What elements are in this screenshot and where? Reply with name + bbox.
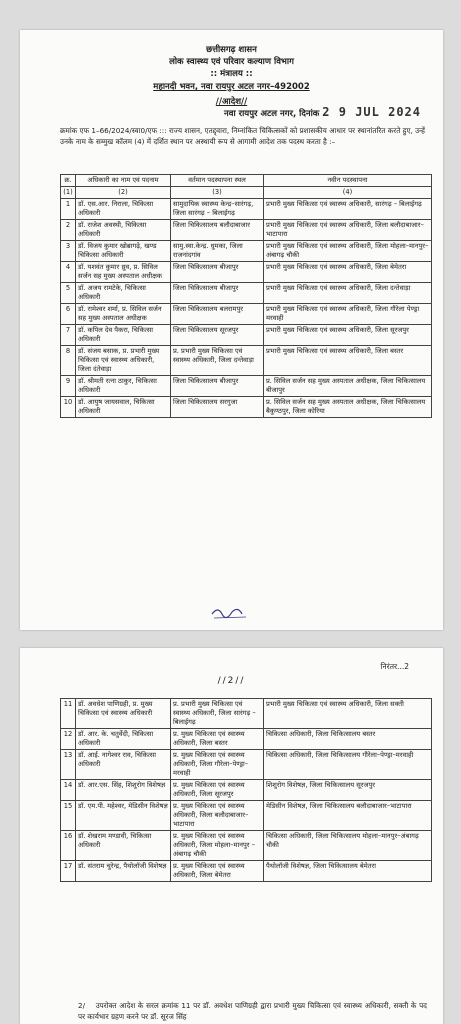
- cell-officer-name: डॉ. आई. नागेश्वर राव, चिकित्सा अधिकारी: [76, 750, 171, 780]
- cell-current-posting: प्र. प्रभारी मुख्य चिकित्सा एवं स्वास्थ्य अधिकारी, जिला सारंगढ़ – बिलाईगढ़: [171, 699, 264, 729]
- header-aadesh: //आदेश//: [215, 97, 248, 107]
- cell-current-posting: प्र. मुख्य चिकित्सा एवं स्वास्थ्य अधिकारी, जिला बस्तर: [171, 729, 264, 750]
- table-row: [61, 304, 432, 325]
- cell-current-posting: प्र. मुख्य चिकित्सा एवं स्वास्थ्य अधिकारी, जिला सूरजपुर: [171, 780, 264, 801]
- cell-serial: 5: [61, 283, 76, 304]
- cell-new-posting: प्रभारी मुख्य चिकित्सा एवं स्वास्थ्य अधिकारी, जिला सक्ती: [264, 699, 432, 729]
- order-page-2: [20, 648, 443, 1024]
- cell-new-posting: प्रभारी मुख्य चिकित्सा एवं स्वास्थ्य अधिकारी, जिला सूरजपुर: [264, 325, 432, 346]
- cell-current-posting: प्र. मुख्य चिकित्सा एवं स्वास्थ्य अधिकारी, जिला बलौदाबाजार–भाटापारा: [171, 801, 264, 831]
- cell-new-posting: प्रभारी मुख्य चिकित्सा एवं स्वास्थ्य अधिकारी, जिला मोहला–मानपुर–अंबागढ़ चौकी: [264, 241, 432, 262]
- cell-serial: 14: [61, 780, 76, 801]
- cell-current-posting: प्र. प्रभारी मुख्य चिकित्सा एवं स्वास्थ्य अधिकारी, जिला दन्तेवाड़ा: [171, 346, 264, 376]
- order-date: [224, 105, 421, 119]
- header-mantralaya: :: मंत्रालय ::: [210, 69, 253, 79]
- cell-officer-name: डॉ. विजय कुमार खोब्रागढ़े, खण्ड चिकित्सा अधिकारी: [76, 241, 171, 262]
- cell-current-posting: जिला चिकित्सालय बलरामपुर: [171, 304, 264, 325]
- cell-current-posting: जिला चिकित्सालय बीजापुर: [171, 376, 264, 397]
- col-header-current: वर्तमान पदस्थापना स्थल: [171, 175, 264, 187]
- order-page-1: [20, 30, 443, 630]
- paragraph-2-text: उपरोक्त आदेश के सरल क्रमांक 11 पर डॉ. अवधेश पाणिग्रही द्वारा प्रभारी मुख्य चिकित्सा एवं स्वास्थ्य अधिकारी, सक्ती के पद पर कार्यभार ग्रहण करने पर डॉ. सूरज सिंह: [78, 1001, 428, 1021]
- table-row: [61, 241, 432, 262]
- cell-current-posting: प्र. मुख्य चिकित्सा एवं स्वास्थ्य अधिकारी, जिला गौरेला–पेण्ड्रा–मरवाही: [171, 750, 264, 780]
- cell-officer-name: डॉ. श्रीमती रत्ना ठाकुर, चिकित्सा अधिकारी: [76, 376, 171, 397]
- header-department: लोक स्वास्थ्य एवं परिवार कल्याण विभाग: [169, 57, 294, 67]
- cell-serial: 8: [61, 346, 76, 376]
- cell-serial: 10: [61, 397, 76, 418]
- cell-new-posting: प्रभारी मुख्य चिकित्सा एवं स्वास्थ्य अधिकारी, सारंगढ़ – बिलाईगढ़: [264, 199, 432, 220]
- page-number-mark: //2//: [217, 676, 246, 686]
- cell-current-posting: प्र. मुख्य चिकित्सा एवं स्वास्थ्य अधिकारी, जिला मोहला–मानपुर – अंबागढ़ चौकी: [171, 831, 264, 861]
- cell-serial: 3: [61, 241, 76, 262]
- cell-current-posting: जिला चिकित्सालय सूरजपुर: [171, 325, 264, 346]
- cell-current-posting: जिला चिकित्सालय बीजापुर: [171, 262, 264, 283]
- cell-officer-name: डॉ. संजय बसाक, प्र. प्रभारी मुख्य चिकित्सा एवं स्वास्थ्य अधिकारी, जिला दंतेवाड़ा: [76, 346, 171, 376]
- cell-serial: 6: [61, 304, 76, 325]
- cell-serial: 7: [61, 325, 76, 346]
- cell-serial: 1: [61, 199, 76, 220]
- table-row: [61, 325, 432, 346]
- cell-serial: 15: [61, 801, 76, 831]
- signature-mark: [210, 602, 250, 622]
- table-row: [61, 397, 432, 418]
- cell-current-posting: जिला चिकित्सालय बलौदाबाजार: [171, 220, 264, 241]
- cell-serial: 9: [61, 376, 76, 397]
- transfer-table-2: [60, 698, 432, 882]
- cell-new-posting: चिकित्सा अधिकारी, जिला चिकित्सालय बस्तर: [264, 729, 432, 750]
- cell-officer-name: डॉ. यशवंत कुमार ध्रुव, प्र. सिविल सर्जन सह मुख्य अस्पताल अधीक्षक: [76, 262, 171, 283]
- cell-new-posting: प्रभारी मुख्य चिकित्सा एवं स्वास्थ्य अधिकारी, जिला बेमेतरा: [264, 262, 432, 283]
- cell-current-posting: सामुदायिक स्वास्थ्य केन्द्र–सारंगढ़, जिला सारंगढ़ – बिलाईगढ़: [171, 199, 264, 220]
- table-row: [61, 220, 432, 241]
- cell-officer-name: डॉ. एम.पी. महेश्वर, मेडिसीन विशेषज्ञ: [76, 801, 171, 831]
- cell-officer-name: डॉ. एस.आर. निराला, चिकित्सा अधिकारी: [76, 199, 171, 220]
- intro-paragraph: क्रमांक एफ 1–66/2024/स्वा0/एफ ::: राज्य शासन, एतद्द्वारा, निम्नांकित चिकित्सकों को प्रशासकीय आधार पर स्थानांतरित करते हुए, उन्हें उनके नाम के सम्मुख कॉलम (4) में दर्शित स्थान पर अस्थायी रूप से आगामी आदेश तक पदस्थ करता है :–: [60, 126, 425, 146]
- col-number: (1): [61, 187, 76, 199]
- cell-officer-name: डॉ. आर.एस. सिंह, शिशुरोग विशेषज्ञ: [76, 780, 171, 801]
- date-stamp: 2 9 JUL 2024: [322, 105, 421, 119]
- cell-current-posting: जिला चिकित्सालय बीजापुर: [171, 283, 264, 304]
- paragraph-2-number: 2/: [78, 1001, 85, 1010]
- table-row: [61, 699, 432, 729]
- transfer-table-1: [60, 174, 432, 418]
- table-row: [61, 729, 432, 750]
- col-header-name: अधिकारी का नाम एवं पदनाम: [76, 175, 171, 187]
- cell-current-posting: प्र. मुख्य चिकित्सा एवं स्वास्थ्य अधिकारी, जिला बेमेतरा: [171, 861, 264, 882]
- place-date-label: नवा रायपुर अटल नगर, दिनांक: [224, 109, 320, 119]
- table-row: [61, 262, 432, 283]
- table-row: [61, 861, 432, 882]
- cell-serial: 4: [61, 262, 76, 283]
- cell-officer-name: डॉ. राजेश अवस्थी, चिकित्सा अधिकारी: [76, 220, 171, 241]
- cell-serial: 17: [61, 861, 76, 882]
- cell-new-posting: प्र. सिविल सर्जन सह मुख्य अस्पताल अधीक्षक, जिला चिकित्सालय बैकुण्ठपुर, जिला कोरिया: [264, 397, 432, 418]
- table-row: [61, 780, 432, 801]
- cell-serial: 16: [61, 831, 76, 861]
- table-row: [61, 750, 432, 780]
- cell-new-posting: प्रभारी मुख्य चिकित्सा एवं स्वास्थ्य अधिकारी, जिला बस्तर: [264, 346, 432, 376]
- cell-officer-name: डॉ. संतराम चुरेन्द्र, पैथोलॉजी विशेषज्ञ: [76, 861, 171, 882]
- table-row: [61, 199, 432, 220]
- cell-new-posting: पैथोलॉजी विशेषज्ञ, जिला चिकित्सालय बेमेतरा: [264, 861, 432, 882]
- cell-officer-name: डॉ. अजय रामटेके, चिकित्सा अधिकारी: [76, 283, 171, 304]
- cell-serial: 11: [61, 699, 76, 729]
- col-number: (3): [171, 187, 264, 199]
- cell-new-posting: चिकित्सा अधिकारी, जिला चिकित्सालय मोहला–मानपुर–अंबागढ़ चौकी: [264, 831, 432, 861]
- header-address: महानदी भवन, नवा रायपुर अटल नगर–492002: [153, 82, 310, 92]
- continued-label: निरंतर...2: [380, 662, 409, 671]
- col-header-new: नवीन पदस्थापना: [264, 175, 432, 187]
- table-row: [61, 283, 432, 304]
- table-row: [61, 831, 432, 861]
- cell-new-posting: प्रभारी मुख्य चिकित्सा एवं स्वास्थ्य अधिकारी, जिला गौरेला पेण्ड्रा मरवाही: [264, 304, 432, 325]
- cell-serial: 12: [61, 729, 76, 750]
- col-number: (4): [264, 187, 432, 199]
- cell-officer-name: डॉ. रामेश्वर शर्मा, प्र. सिविल सर्जन सह मुख्य अस्पताल अधीक्षक: [76, 304, 171, 325]
- cell-officer-name: डॉ. शेखराम मण्डावी, चिकित्सा अधिकारी: [76, 831, 171, 861]
- cell-officer-name: डॉ. आर. के. चतुर्वेदी, चिकित्सा अधिकारी: [76, 729, 171, 750]
- table-row: [61, 346, 432, 376]
- cell-new-posting: प्र. सिविल सर्जन सह मुख्य अस्पताल अधीक्षक, जिला चिकित्सालय बीजापुर: [264, 376, 432, 397]
- cell-new-posting: मेडिसीन विशेषज्ञ, जिला चिकित्सालय बलौदाबाजार–भाटापारा: [264, 801, 432, 831]
- header-government: छत्तीसगढ़ शासन: [206, 45, 257, 55]
- cell-serial: 2: [61, 220, 76, 241]
- cell-serial: 13: [61, 750, 76, 780]
- cell-officer-name: डॉ. अवधेश पाणिग्रही, प्र. मुख्य चिकित्सा एवं स्वास्थ्य अधिकारी: [76, 699, 171, 729]
- cell-officer-name: डॉ. कपिल देव पैकरा, चिकित्सा अधिकारी: [76, 325, 171, 346]
- col-header-sr: क्र.: [61, 175, 76, 187]
- paragraph-2: [78, 1000, 427, 1022]
- col-number: (2): [76, 187, 171, 199]
- cell-new-posting: शिशुरोग विशेषज्ञ, जिला चिकित्सालय सूरजपुर: [264, 780, 432, 801]
- cell-new-posting: प्रभारी मुख्य चिकित्सा एवं स्वास्थ्य अधिकारी, जिला बलौदाबाजार–भाटापारा: [264, 220, 432, 241]
- table-row: [61, 801, 432, 831]
- cell-current-posting: जिला चिकित्सालय सरगुजा: [171, 397, 264, 418]
- table-row: [61, 376, 432, 397]
- cell-new-posting: चिकित्सा अधिकारी, जिला चिकित्सालय गौरेला–पेण्ड्रा–मरवाही: [264, 750, 432, 780]
- cell-current-posting: सामु.स्वा.केन्द्र. धुमका, जिला राजनांदगांव: [171, 241, 264, 262]
- cell-officer-name: डॉ. आयुष जायसवाल, चिकित्सा अधिकारी: [76, 397, 171, 418]
- cell-new-posting: प्रभारी मुख्य चिकित्सा एवं स्वास्थ्य अधिकारी, जिला दन्तेवाड़ा: [264, 283, 432, 304]
